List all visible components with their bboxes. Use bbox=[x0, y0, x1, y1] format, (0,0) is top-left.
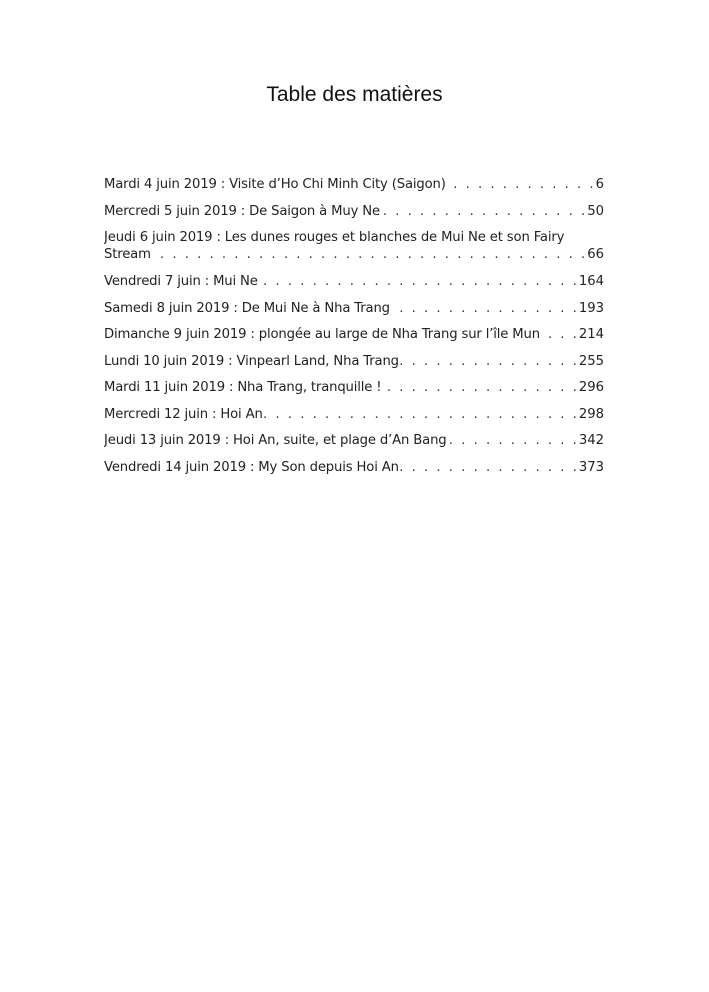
toc-entry-label: Vendredi 7 juin : Mui Ne bbox=[104, 274, 258, 289]
toc-entry-page: 6 bbox=[595, 177, 604, 192]
toc-entry-label: Mardi 4 juin 2019 : Visite d’Ho Chi Minh City (Saigon) bbox=[104, 177, 446, 192]
toc-entry-label-continued: Stream bbox=[104, 247, 151, 262]
dot-leader bbox=[258, 273, 579, 290]
toc-entry-10[interactable] bbox=[104, 432, 604, 459]
toc-entry-6[interactable] bbox=[104, 326, 604, 353]
dot-leader bbox=[446, 176, 596, 193]
dot-leader bbox=[151, 246, 587, 263]
toc-entry-label: Jeudi 6 juin 2019 : Les dunes rouges et blanches de Mui Ne et son Fairy bbox=[104, 230, 565, 245]
dot-leader bbox=[263, 406, 579, 423]
toc-entry-3[interactable] bbox=[104, 229, 604, 273]
toc-entry-label: Samedi 8 juin 2019 : De Mui Ne à Nha Trang bbox=[104, 300, 390, 316]
toc-entry-label: Lundi 10 juin 2019 : Vinpearl Land, Nha Trang bbox=[104, 353, 399, 369]
toc-entry-page: 255 bbox=[578, 353, 604, 369]
toc-entry-11[interactable] bbox=[104, 459, 604, 486]
toc-entry-label: Jeudi 13 juin 2019 : Hoi An, suite, et plage d’An Bang bbox=[104, 433, 447, 448]
toc-entry-page: 296 bbox=[578, 380, 604, 395]
toc-entry-label: Dimanche 9 juin 2019 : plongée au large de Nha Trang sur l’île Mun bbox=[104, 327, 540, 342]
dot-leader bbox=[447, 432, 579, 449]
toc-entry-page: 164 bbox=[578, 274, 604, 289]
toc-entry-2[interactable] bbox=[104, 203, 604, 230]
toc-entry-label: Mardi 11 juin 2019 : Nha Trang, tranquille ! bbox=[104, 380, 382, 395]
dot-leader bbox=[540, 326, 579, 343]
toc-entry-page: 50 bbox=[587, 203, 604, 219]
toc-entry-label: Mercredi 12 juin : Hoi An bbox=[104, 406, 263, 422]
toc-entry-1[interactable] bbox=[104, 176, 604, 203]
dot-leader bbox=[381, 379, 578, 396]
toc-entry-5[interactable] bbox=[104, 300, 604, 327]
toc-entry-9[interactable] bbox=[104, 406, 604, 433]
dot-leader bbox=[390, 300, 579, 317]
toc-entry-page: 214 bbox=[578, 327, 604, 342]
toc-entry-8[interactable] bbox=[104, 379, 604, 406]
dot-leader bbox=[399, 353, 579, 370]
toc-entry-page: 298 bbox=[578, 406, 604, 422]
dot-leader bbox=[399, 459, 579, 476]
toc-entry-page: 373 bbox=[578, 459, 604, 475]
table-of-contents bbox=[104, 176, 604, 485]
toc-entry-7[interactable] bbox=[104, 353, 604, 380]
page-title: Table des matières bbox=[266, 83, 443, 106]
toc-entry-page: 342 bbox=[578, 433, 604, 448]
toc-entry-4[interactable] bbox=[104, 273, 604, 300]
dot-leader bbox=[380, 203, 587, 220]
toc-entry-page: 66 bbox=[587, 247, 604, 262]
toc-entry-page: 193 bbox=[578, 300, 604, 316]
toc-entry-label: Mercredi 5 juin 2019 : De Saigon à Muy Ne bbox=[104, 203, 380, 219]
toc-entry-label: Vendredi 14 juin 2019 : My Son depuis Hoi An bbox=[104, 459, 399, 475]
